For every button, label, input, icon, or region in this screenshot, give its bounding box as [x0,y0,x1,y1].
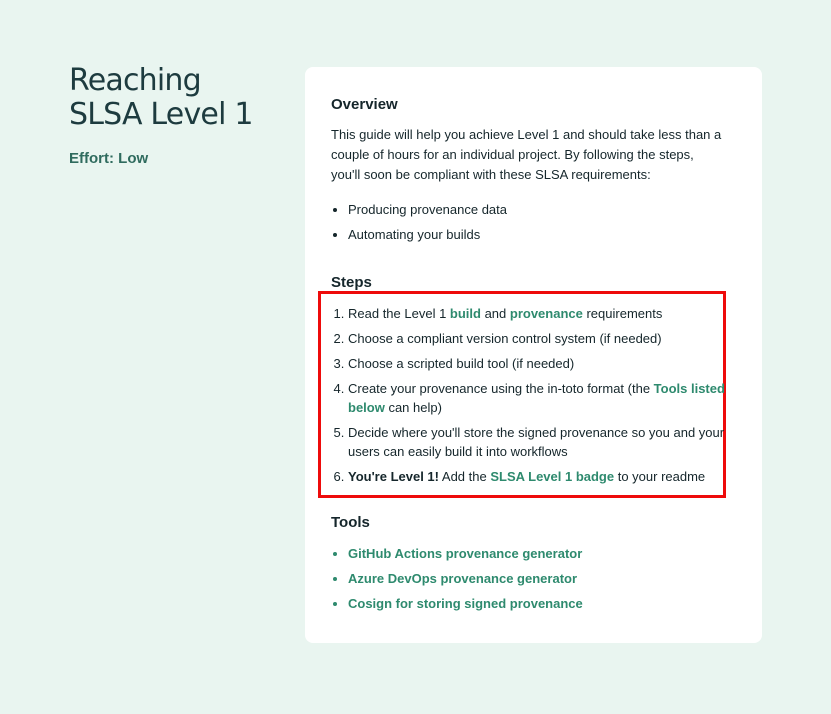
tools-list [331,544,583,619]
step-item [348,467,738,486]
step-text: Create your provenance using the in-toto format (the [348,381,654,396]
list-item: • Producing provenance data [348,200,507,220]
overview-heading: Overview [331,96,398,113]
step-text: Add the [439,469,491,484]
step-text: and [480,306,510,321]
list-item: • Automating your builds [348,225,507,245]
step-text: to your readme [614,469,706,484]
step-item: 2. Choose a compliant version control system (if needed) [348,329,738,348]
level-achieved-text: You're Level 1! [348,469,439,484]
list-item [348,544,583,564]
left-column [69,64,279,167]
github-actions-link[interactable]: GitHub Actions provenance generator [348,546,583,561]
step-text: can help) [384,400,442,415]
list-item [348,594,583,614]
steps-heading: Steps [331,274,372,291]
effort-label: Effort: Low [69,150,149,167]
provenance-requirements-link[interactable]: provenance [509,306,583,321]
page-title: Reaching SLSA Level 1 [69,63,253,132]
step-item: 3. Choose a scripted build tool (if needed) [348,354,738,373]
tools-heading: Tools [331,514,370,531]
step-item [348,304,738,323]
step-text: Read the Level 1 [348,306,450,321]
tools-listed-below-link[interactable]: Tools listed below [348,381,725,415]
list-item [348,569,583,589]
requirements-list [331,200,507,250]
step-text: requirements [582,306,663,321]
steps-list [331,304,738,492]
build-requirements-link[interactable]: build [449,306,481,321]
slsa-badge-link[interactable]: SLSA Level 1 badge [490,469,615,484]
cosign-link[interactable]: Cosign for storing signed provenance [348,596,583,611]
azure-devops-link[interactable]: Azure DevOps provenance generator [348,571,578,586]
step-item [348,379,738,417]
overview-text: This guide will help you achieve Level 1 and should take less than a couple of hours for an individual project. By following the steps, you'll soon be compliant with these SLSA requirements: [331,127,722,182]
step-item: 5. Decide where you'll store the signed provenance so you and your users can easily build it into workflows [348,423,738,461]
content-card [305,67,762,643]
